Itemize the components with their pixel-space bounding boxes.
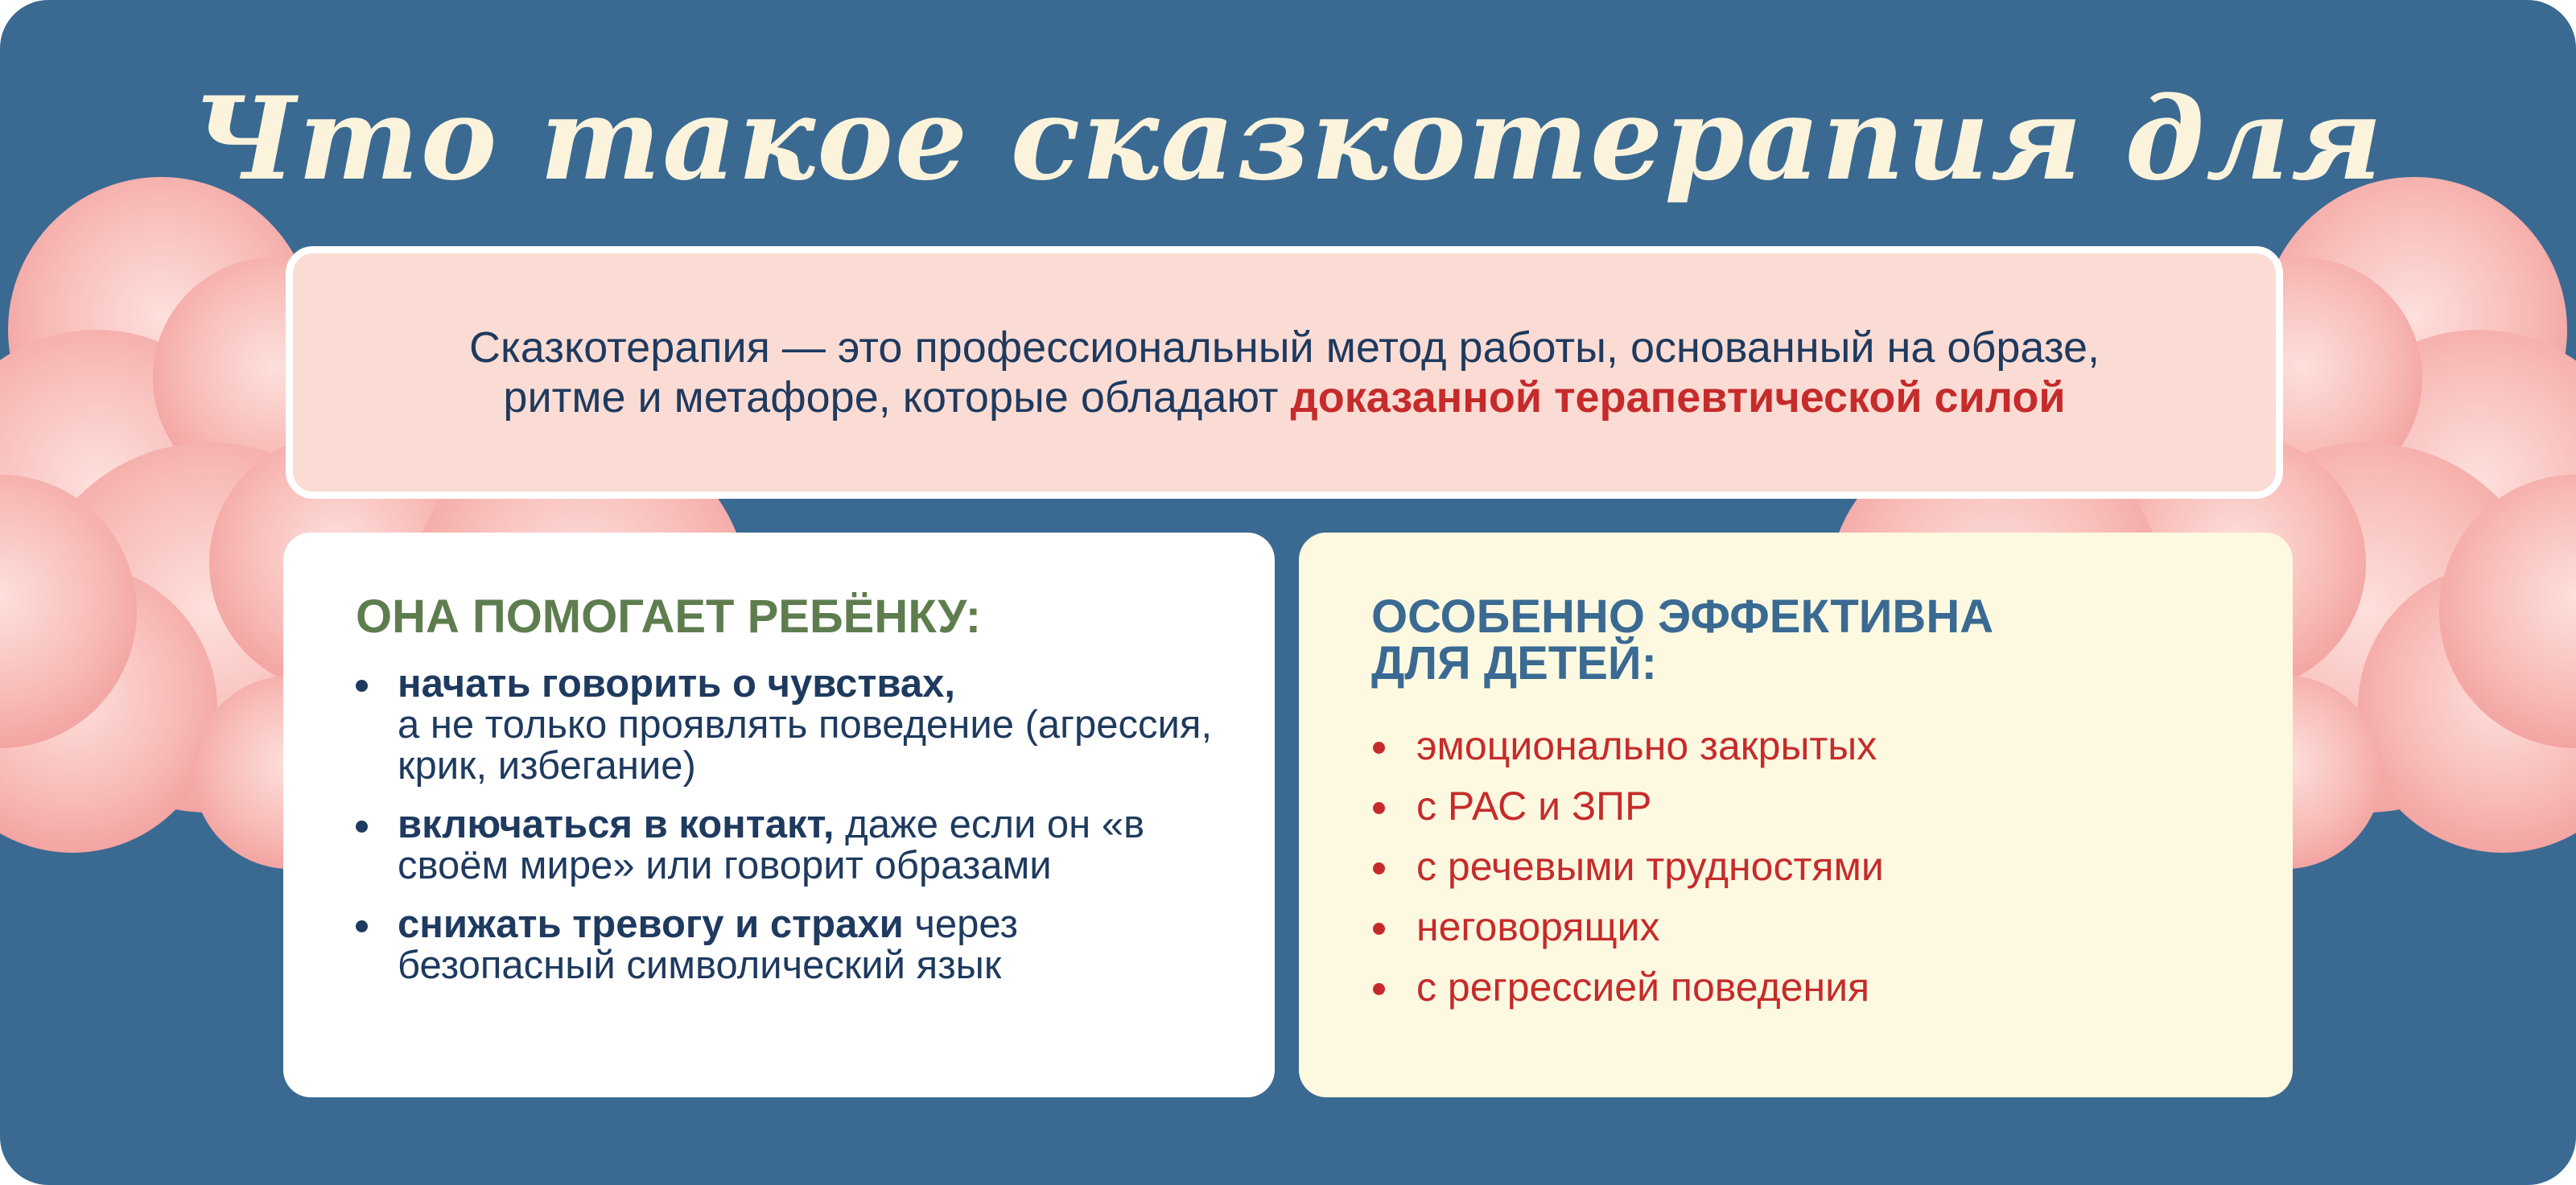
list-item — [356, 664, 1241, 787]
list-item-text: даже если он «в своём мире» или говорит образами — [398, 803, 1145, 887]
bullet-dot — [1373, 802, 1385, 814]
list-item — [356, 804, 1241, 887]
list-item-text: эмоционально закрытых — [1416, 723, 1877, 768]
list-item-text: с РАС и ЗПР — [1416, 784, 1652, 829]
intro-box — [286, 246, 2283, 499]
list-item — [1373, 776, 2258, 837]
bullet-dot — [356, 821, 368, 833]
list-item-text: с речевыми трудностями — [1416, 844, 1884, 889]
bullet-dot — [356, 680, 368, 692]
list-item — [1373, 837, 2258, 897]
list-item — [1373, 897, 2258, 957]
helps-child-card — [283, 533, 1275, 1097]
list-item-text: через безопасный символический язык — [398, 903, 1019, 987]
bullet-dot — [1373, 983, 1385, 995]
effective-for-heading-line2: ДЛЯ ДЕТЕЙ: — [1371, 637, 1657, 689]
helps-child-list — [356, 664, 1241, 1004]
effective-for-card — [1299, 533, 2293, 1097]
list-item-bold: снижать тревогу и страхи — [398, 903, 904, 946]
list-item — [356, 904, 1241, 986]
list-item — [1373, 957, 2258, 1018]
page-title: Что такое сказкотерапия для — [192, 72, 2384, 206]
bullet-dot — [1373, 742, 1385, 754]
list-item-text: с регрессией поведения — [1416, 965, 1870, 1010]
effective-for-heading — [1371, 590, 2176, 689]
bullet-dot — [1373, 862, 1385, 874]
intro-text-main: Сказкотерапия — это профессиональный метод работы, основанный на образе, ритме и метафоре, которые обладают — [468, 323, 2100, 422]
intro-highlight: доказанной терапевтической силой — [1290, 373, 2066, 422]
list-item-text: неговорящих — [1416, 904, 1660, 949]
bullet-dot — [1373, 923, 1385, 935]
effective-for-heading-line1: ОСОБЕННО ЭФФЕКТИВНА — [1371, 590, 1994, 643]
bullet-dot — [356, 920, 368, 932]
list-item-bold: начать говорить о чувствах, — [398, 662, 955, 706]
helps-child-heading: ОНА ПОМОГАЕТ РЕБЁНКУ: — [356, 590, 982, 643]
list-item — [1373, 716, 2258, 776]
effective-for-list — [1373, 716, 2258, 1018]
list-item-text: а не только проявлять поведение (агрессия, крик, избегание) — [398, 703, 1213, 788]
intro-text — [439, 323, 2129, 422]
list-item-bold: включаться в контакт, — [398, 803, 835, 846]
